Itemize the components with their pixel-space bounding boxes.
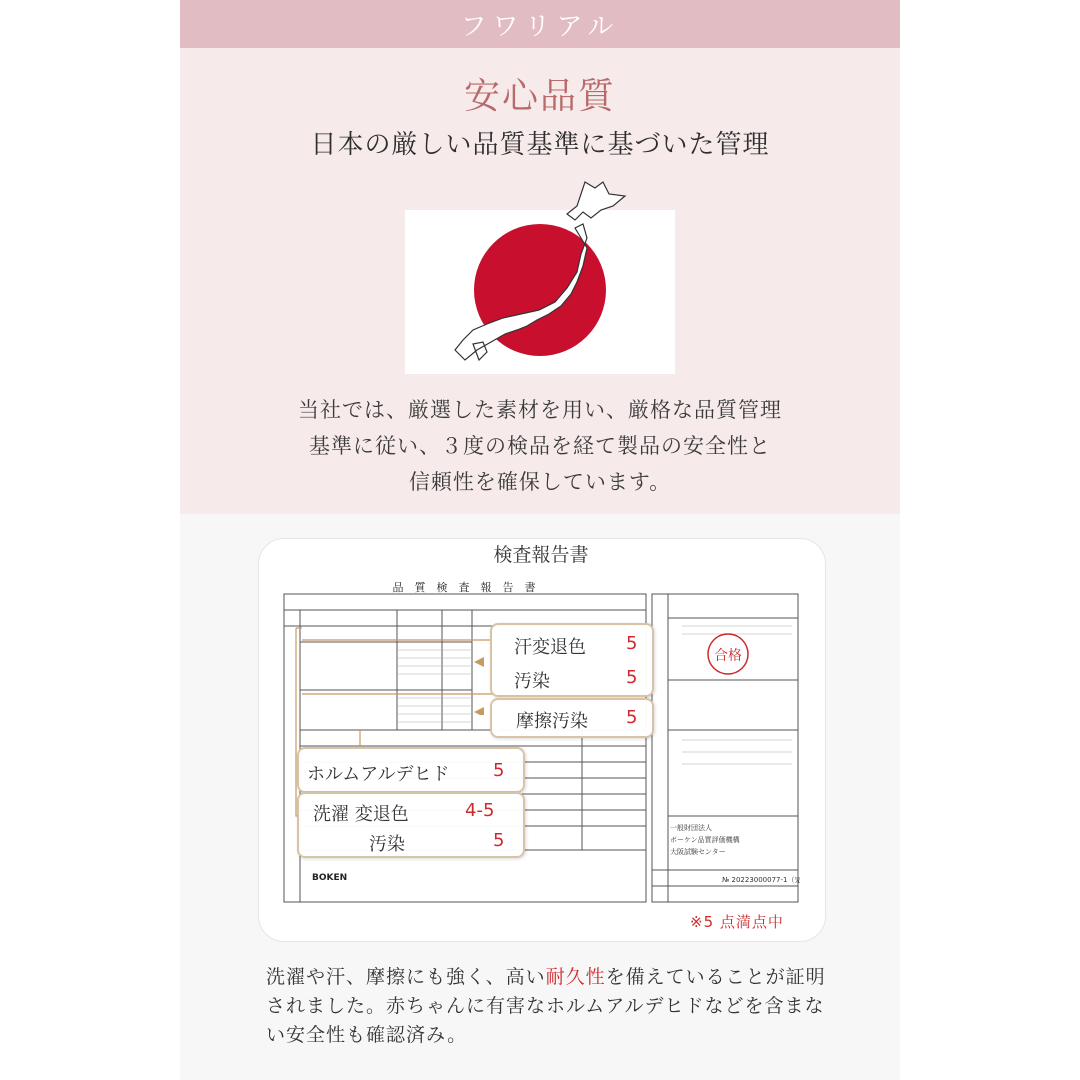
rub-label: 摩擦汚染	[516, 711, 588, 732]
score-note: ※5 点満点中	[690, 913, 784, 931]
sweat-color-value: 5	[626, 633, 638, 654]
report-card-title: 検査報告書	[493, 544, 589, 566]
description-line: 信頼性を確保しています。	[408, 470, 672, 494]
lab-line: 一般財団法人	[670, 824, 712, 832]
description-line: 基準に従い、３度の検品を経て製品の安全性と	[309, 434, 771, 458]
callout-formaldehyde	[297, 747, 525, 793]
report-document-title: 品 質 検 査 報 告 書	[392, 581, 536, 594]
sweat-stain-label: 汚染	[514, 671, 550, 692]
japan-flag-image	[405, 210, 675, 374]
rub-value: 5	[626, 707, 638, 728]
quality-description	[180, 392, 900, 500]
wash-stain-label: 汚染	[369, 834, 405, 855]
arrow-left-icon	[474, 707, 484, 715]
lab-line: ボーケン品質評価機構	[670, 836, 740, 844]
arrow-left-icon	[474, 657, 484, 667]
formaldehyde-value: 5	[493, 760, 505, 781]
description-line: 当社では、厳選した素材を用い、厳格な品質管理	[298, 398, 782, 422]
body-text-after: を備えていることが証明されました。赤ちゃんに有害なホルムアルデヒドなどを含まない安全性も確認済み。	[266, 966, 826, 1046]
pass-stamp-text: 合格	[714, 648, 742, 664]
body-text-before: 洗濯や汗、摩擦にも強く、高い	[266, 966, 546, 988]
durability-highlight: 耐久性	[545, 966, 606, 988]
sweat-stain-value: 5	[626, 667, 638, 688]
callout-sweat	[490, 623, 654, 697]
arrow-icons	[472, 655, 490, 715]
formaldehyde-label: ホルムアルデヒド	[307, 764, 450, 785]
durability-description	[266, 963, 826, 1050]
wash-stain-value: 5	[493, 830, 505, 851]
sweat-color-label: 汗変退色	[514, 637, 586, 658]
wash-color-label: 洗濯 変退色	[313, 804, 409, 825]
wash-color-value: 4-5	[465, 800, 495, 821]
lab-line: 大阪試験センター	[670, 848, 726, 856]
report-number: № 20223000077-1（完）	[722, 876, 800, 884]
callout-rubbing	[490, 698, 654, 738]
lab-logo: BOKEN	[312, 873, 348, 883]
callout-washing	[297, 792, 525, 858]
brand-name: フワリアル	[460, 11, 620, 42]
brand-bar	[180, 0, 900, 48]
section-subtitle: 日本の厳しい品質基準に基づいた管理	[310, 130, 770, 160]
section-title: 安心品質	[463, 76, 616, 117]
